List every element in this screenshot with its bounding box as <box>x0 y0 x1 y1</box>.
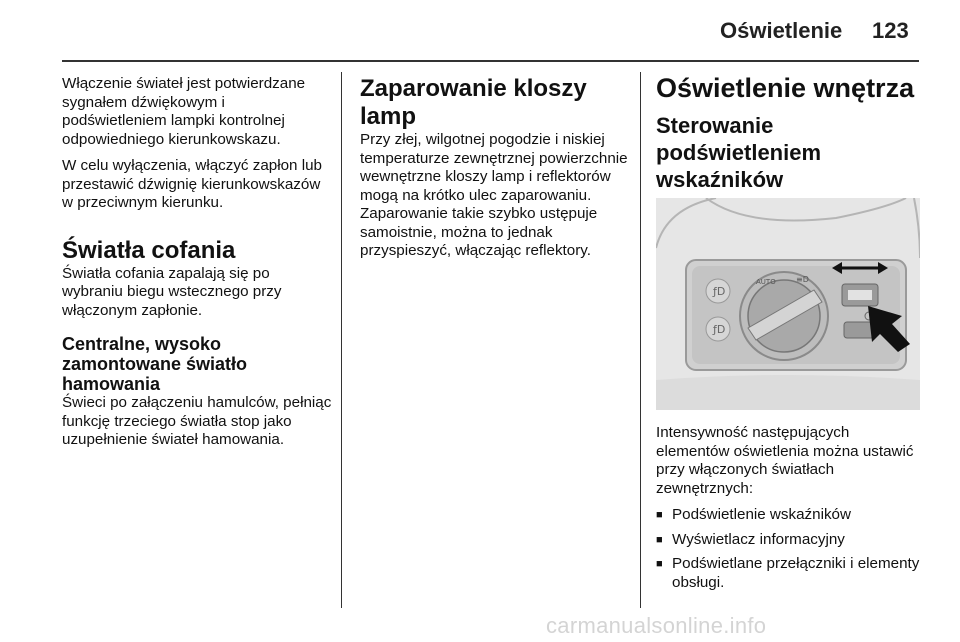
heading-lamp-fogging: Zaparowanie kloszy lamp <box>360 75 587 130</box>
paragraph: Włączenie świateł jest potwierdzane sygnałem dźwiękowym i podświetleniem lampki kontrolnej odpowiedniego kierunkowskazu. <box>62 75 306 148</box>
svg-text:AUTO: AUTO <box>756 278 776 286</box>
paragraph: W celu wyłączenia, włączyć zapłon lub przestawić dźwignię kierunkowskazów w przeciwnym kierunku. <box>62 157 322 211</box>
heading-interior-lighting: Oświetlenie wnętrza <box>656 73 915 103</box>
paragraph: Przy złej, wilgotnej pogodzie i niskiej temperaturze zewnętrznej powierzchnie wewnętrzne kloszy lamp i reflektorów mogą na krótko ulec zaparowaniu. Zaparowanie takie szybko ustępuje samoistnie, można to jednak przyspieszyć, włączając reflektory. <box>360 131 628 259</box>
paragraph: Intensywność następujących elementów oświetlenia można ustawić przy włączonych światłach zewnętrznych: <box>656 424 914 497</box>
list-item: ■ Wyświetlacz informacyjny <box>656 530 845 548</box>
heading-dimmer: Sterowanie podświetleniem wskaźników <box>656 113 822 192</box>
page-number: 123 <box>872 18 909 43</box>
list-item: ■ Podświetlenie wskaźników <box>656 506 851 523</box>
svg-text:ƒD: ƒD <box>713 323 726 336</box>
bullet-list <box>656 506 920 592</box>
heading-brake-light: Centralne, wysoko zamontowane światło hamowania <box>62 334 248 394</box>
column-right-body <box>656 424 920 598</box>
section-title: Oświetlenie <box>720 18 843 43</box>
paragraph: Światła cofania zapalają się po wybraniu biegu wstecznego przy włączonym zapłonie. <box>62 264 282 319</box>
paragraph: Świeci po załączeniu hamulców, pełniąc funkcję trzeciego światła stop jako uzupełnienie świateł hamowania. <box>62 394 332 448</box>
column-middle <box>360 75 628 269</box>
headlight-switch-figure <box>656 198 920 410</box>
heading-reverse-lights: Światła cofania <box>62 236 236 264</box>
watermark: carmanualsonline.info <box>546 613 767 638</box>
headlight-switch-with-dimmer-arrow-icon <box>656 198 920 410</box>
svg-text:ƒD: ƒD <box>713 285 726 298</box>
svg-text:≡D: ≡D <box>796 275 809 284</box>
column-divider <box>341 72 342 608</box>
header-divider <box>62 60 919 62</box>
column-left <box>62 75 332 458</box>
column-right <box>656 75 920 193</box>
column-divider <box>640 72 641 608</box>
list-item: ■ Podświetlane przełączniki i elementy obsługi. <box>656 555 920 591</box>
